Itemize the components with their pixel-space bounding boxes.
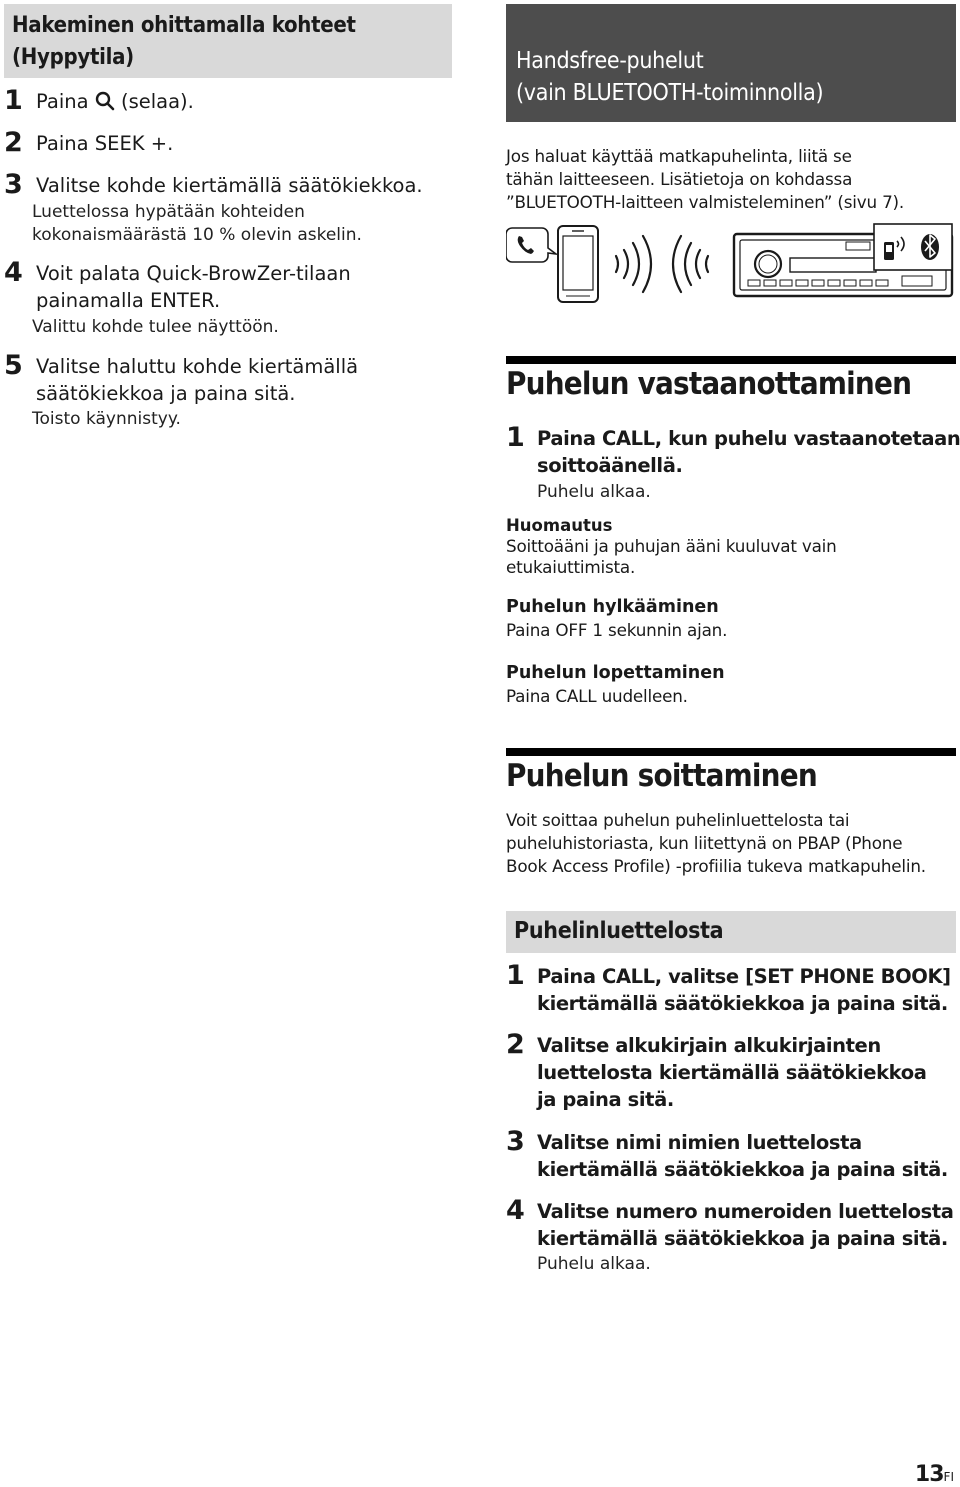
note-line2: etukaiuttimista.: [506, 557, 636, 577]
section-title-make-call: Puhelun soittaminen: [506, 758, 817, 794]
section-header-line2: (Hyppytila): [12, 45, 134, 70]
make-call-line3: Book Access Profile) -profiilia tukeva matkapuhelin.: [506, 856, 926, 876]
reject-heading: Puhelun hylkääminen: [506, 597, 719, 617]
section-rule-receive: [506, 356, 956, 364]
handsfree-title-line1: Handsfree-puhelut: [516, 48, 704, 74]
wireless-signal-icon: [616, 236, 708, 292]
section-header-handsfree: [506, 4, 956, 122]
section-header-skip-mode: [4, 4, 452, 78]
note-heading: Huomautus: [506, 516, 613, 535]
section-header-line1: Hakeminen ohittamalla kohteet: [12, 13, 356, 38]
bluetooth-phone-indicator-icon: [874, 224, 952, 270]
section-header-phonebook: Puhelinluettelosta: [506, 911, 956, 953]
intro-line3: ”BLUETOOTH-laitteen valmisteleminen” (sivu 7).: [506, 192, 905, 212]
smartphone-icon: [558, 226, 598, 302]
section-title-receive: Puhelun vastaanottaminen: [506, 366, 912, 402]
note-line1: Soittoääni ja puhujan ääni kuuluvat vain: [506, 536, 837, 556]
reject-text: Paina OFF 1 sekunnin ajan.: [506, 620, 728, 640]
search-icon: [95, 91, 115, 111]
phone-to-unit-illustration: [506, 222, 956, 308]
intro-line1: Jos haluat käyttää matkapuhelinta, liitä se: [506, 146, 852, 166]
page-number: 13FI: [914, 1462, 954, 1487]
make-call-line1: Voit soittaa puhelun puhelinluettelosta tai: [506, 810, 850, 830]
end-call-text: Paina CALL uudelleen.: [506, 686, 688, 706]
handsfree-title-line2: (vain BLUETOOTH-toiminnolla): [516, 80, 824, 106]
section-rule-make-call: [506, 748, 956, 756]
call-bubble-icon: [506, 228, 556, 262]
end-call-heading: Puhelun lopettaminen: [506, 663, 725, 683]
intro-line2: tähän laitteeseen. Lisätietoja on kohdassa: [506, 169, 853, 189]
make-call-line2: puheluhistoriasta, kun liitettynä on PBAP (Phone: [506, 833, 903, 853]
